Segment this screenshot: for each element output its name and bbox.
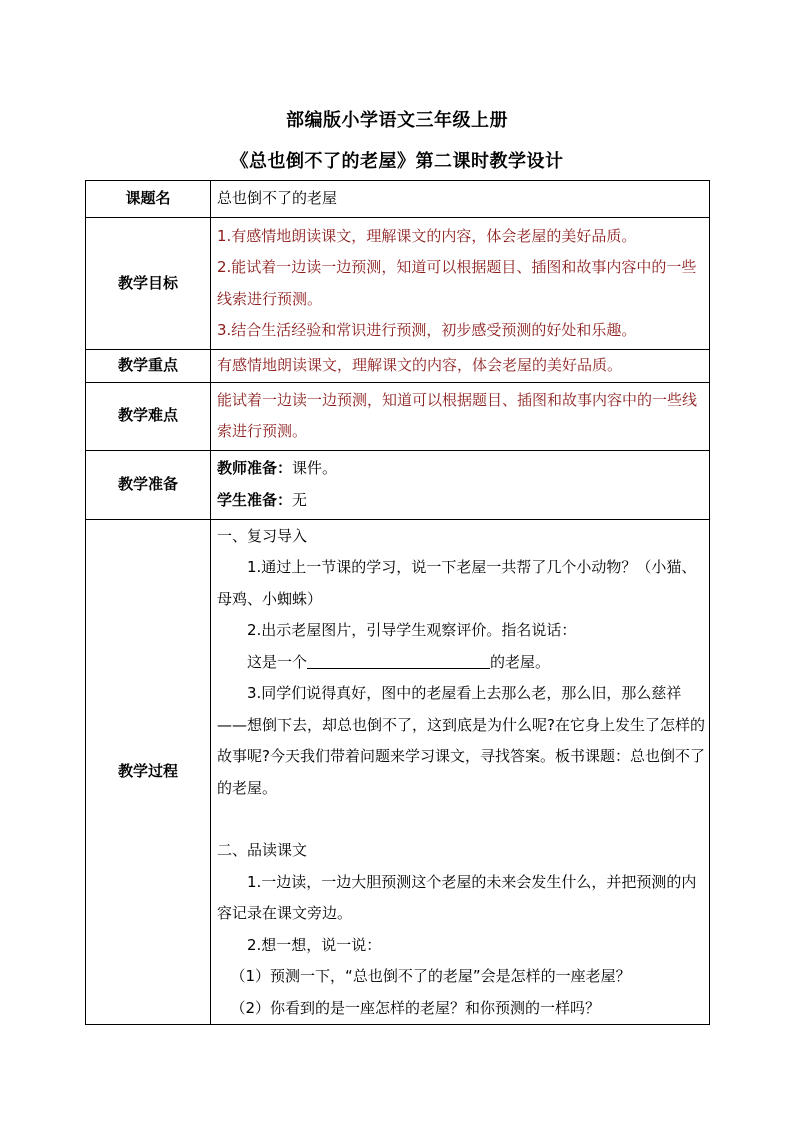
label-preparation: 教学准备 xyxy=(86,450,211,519)
process-paragraph: 3.同学们说得真好，图中的老屋看上去那么老，那么旧，那么慈祥——想倒下去，却总也倒不了，这到底是为什么呢?在它身上发生了怎样的故事呢?今天我们带着问题来学习课文，寻找答案。板书课题：总也倒不了的老屋。 xyxy=(217,684,705,797)
goal-item: 1.有感情地朗读课文，理解课文的内容，体会老屋的美好品质。 xyxy=(217,226,637,245)
student-prep-value: 无 xyxy=(292,490,308,509)
section-heading: 一、复习导入 xyxy=(217,526,308,545)
content-key-point: 有感情地朗读课文，理解课文的内容，体会老屋的美好品质。 xyxy=(211,350,710,383)
row-topic xyxy=(86,181,710,218)
student-prep-label: 学生准备： xyxy=(217,490,293,509)
goal-item: 3.结合生活经验和常识进行预测，初步感受预测的好处和乐趣。 xyxy=(217,321,637,339)
content-goals xyxy=(211,218,710,350)
process-paragraph: 2.出示老屋图片，引导学生观察评价。指名说话： xyxy=(247,621,577,639)
teacher-prep-label: 教师准备： xyxy=(217,459,293,477)
row-key-point xyxy=(86,350,710,383)
label-goals: 教学目标 xyxy=(86,218,211,350)
teacher-prep-value: 课件。 xyxy=(292,459,338,477)
blank-line xyxy=(217,804,705,835)
row-process xyxy=(86,519,710,1025)
content-preparation xyxy=(211,450,710,519)
process-paragraph: 1.一边读，一边大胆预测这个老屋的未来会发生什么，并把预测的内容记录在课文旁边。 xyxy=(217,872,697,922)
teacher-prep xyxy=(217,453,705,485)
question-item: （2）你看到的是一座怎样的老屋？和你预测的一样吗？ xyxy=(230,998,601,1017)
row-goals xyxy=(86,218,710,350)
label-topic: 课题名 xyxy=(86,181,211,218)
label-process: 教学过程 xyxy=(86,519,211,1025)
row-difficulty xyxy=(86,382,710,450)
content-topic: 总也倒不了的老屋 xyxy=(211,181,710,218)
process-paragraph: 1.通过上一节课的学习，说一下老屋一共帮了几个小动物？（小猫、母鸡、小蜘蛛） xyxy=(217,558,697,608)
fill-after: 的老屋。 xyxy=(490,652,551,671)
label-key-point: 教学重点 xyxy=(86,350,211,383)
fill-blank-line xyxy=(307,650,490,669)
content-difficulty: 能试着一边读一边预测，知道可以根据题目、插图和故事内容中的一些线索进行预测。 xyxy=(211,382,710,450)
row-preparation xyxy=(86,450,710,519)
content-process xyxy=(211,519,710,1025)
label-difficulty: 教学难点 xyxy=(86,382,211,450)
doc-title-line2: 《总也倒不了的老屋》第二课时教学设计 xyxy=(230,151,564,172)
section-heading: 二、品读课文 xyxy=(217,841,308,859)
lesson-plan-table xyxy=(85,180,710,1025)
fill-blank-sentence xyxy=(217,647,705,679)
fill-before: 这是一个 xyxy=(247,652,308,671)
question-item: （1）预测一下，“总也倒不了的老屋”会是怎样的一座老屋？ xyxy=(230,967,631,985)
doc-title-line1: 部编版小学语文三年级上册 xyxy=(286,110,508,131)
process-paragraph: 2.想一想，说一说： xyxy=(247,935,382,954)
student-prep xyxy=(217,485,705,517)
goal-item: 2.能试着一边读一边预测，知道可以根据题目、插图和故事内容中的一些线索进行预测。 xyxy=(217,258,697,308)
